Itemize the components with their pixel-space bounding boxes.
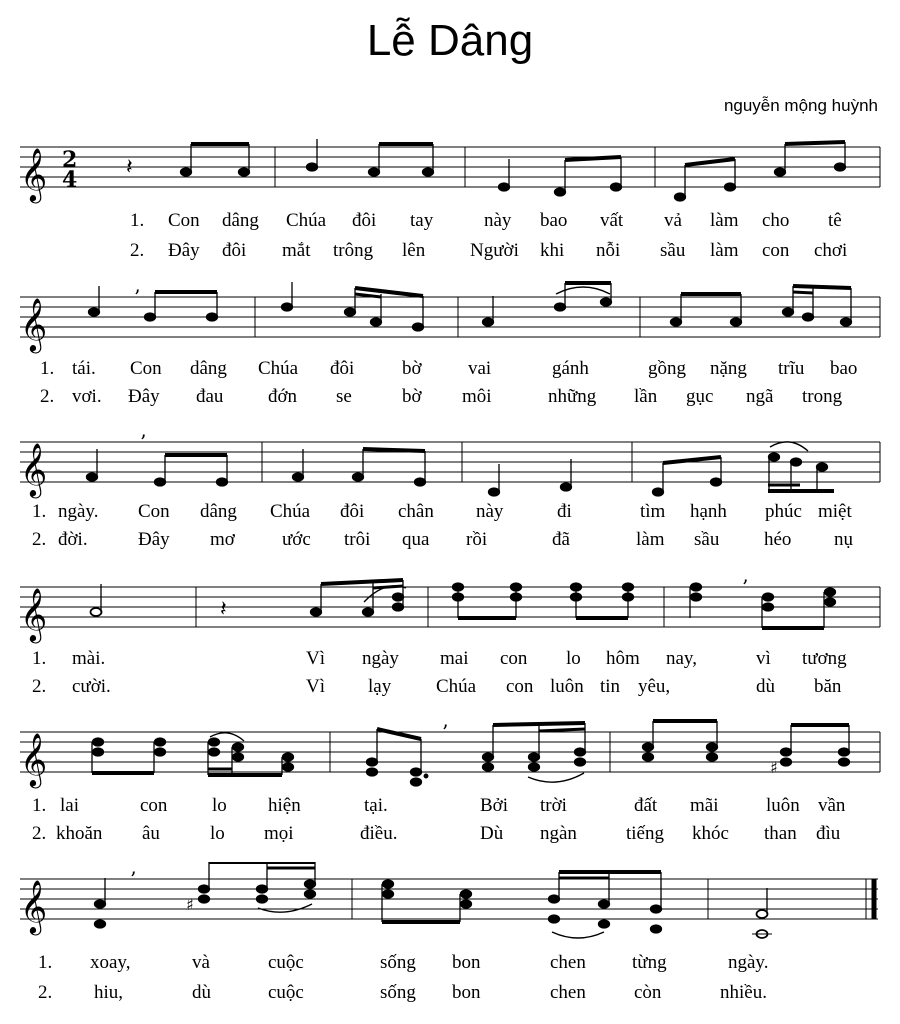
lyric-word: tái. (72, 358, 96, 379)
lyric-word: Chúa (270, 501, 311, 522)
lyric-word: mai (440, 648, 469, 669)
lyric-word: Con (130, 358, 162, 379)
lyric-word: phúc (765, 501, 802, 522)
breath-mark-icon: ’ (134, 285, 141, 309)
quarter-rest-icon: 𝄽 (126, 155, 133, 180)
lyric-word: tương (802, 648, 847, 669)
lyric-word: tại. (364, 795, 388, 816)
lyric-word: bon (452, 982, 481, 1003)
lyric-word: mọi (264, 823, 294, 844)
lyric-word: trôi (344, 529, 371, 550)
lyric-word: môi (462, 386, 492, 407)
lyric-word: hiện (268, 795, 301, 816)
quarter-rest-icon: 𝄽 (220, 597, 227, 622)
lyric-word: nặng (710, 358, 747, 379)
lyric-word: xoay, (90, 952, 131, 973)
lyric-word: Vì (306, 676, 325, 697)
lyric-word: miệt (818, 501, 852, 522)
lyric-word: khi (540, 240, 565, 261)
lyric-word: Vì (306, 648, 325, 669)
lyric-word: ngàn (540, 823, 577, 844)
lyric-word: băn (814, 676, 842, 697)
lyric-word: đôi (330, 358, 355, 379)
lyric-word: âu (142, 823, 160, 844)
lyric-word: Chúa (286, 210, 327, 231)
music-staff (0, 130, 900, 210)
lyric-word: nay, (666, 648, 697, 669)
slur-icon (552, 932, 604, 938)
lyric-word: và (192, 952, 210, 973)
lyric-word: tê (828, 210, 842, 231)
verse-number: 2. (32, 529, 47, 550)
lyric-word: dâng (190, 358, 227, 379)
lyric-word: lo (212, 795, 227, 816)
song-title: Lễ Dâng (366, 16, 534, 65)
lyric-word: lo (566, 648, 581, 669)
lyric-word: than (764, 823, 797, 844)
music-staff (0, 280, 900, 360)
lyric-word: trời (540, 795, 567, 816)
lyric-word: này (484, 210, 512, 231)
lyric-word: vần (818, 795, 846, 816)
lyric-word: hạnh (690, 501, 727, 522)
lyric-word: mắt (282, 240, 311, 261)
lyric-word: ngày. (58, 501, 99, 522)
lyric-word: gục (686, 386, 714, 407)
time-signature-top: 2 (62, 147, 78, 173)
breath-mark-icon: ’ (442, 720, 449, 744)
staff-system-3 (0, 425, 900, 565)
treble-clef-icon: 𝄞 (20, 297, 48, 351)
time-signature-bottom: 4 (62, 167, 78, 193)
lyric-word: sầu (660, 240, 686, 261)
lyric-word: chen (550, 952, 586, 973)
lyric-word: con (762, 240, 790, 261)
lyric-word: rồi (466, 529, 488, 550)
lyric-word: từng (632, 952, 667, 973)
lyric-word: lo (210, 823, 225, 844)
lyric-word: những (548, 386, 597, 407)
lyric-word: Con (138, 501, 170, 522)
lyric-word: đất (634, 795, 658, 816)
lyric-word: dâng (200, 501, 237, 522)
verse-number: 2. (32, 676, 47, 697)
lyric-word: vả (664, 210, 682, 231)
lyric-word: đời. (58, 529, 88, 550)
slur-icon (258, 904, 312, 912)
lyric-word: điều. (360, 823, 398, 844)
treble-clef-icon: 𝄞 (20, 147, 48, 201)
verse-number: 1. (38, 952, 53, 973)
lyric-word: hôm (606, 648, 640, 669)
lyric-word: trông (333, 240, 374, 261)
lyric-word: lên (402, 240, 426, 261)
lyric-word: cuộc (268, 982, 304, 1003)
lyric-row-verse-2 (0, 823, 900, 847)
music-staff (0, 570, 900, 650)
lyric-word: tiếng (626, 823, 664, 844)
lyric-word: tay (410, 210, 434, 231)
lyric-word: cho (762, 210, 790, 231)
verse-number: 2. (40, 386, 55, 407)
lyric-word: Dù (480, 823, 504, 844)
staff-system-5 (0, 715, 900, 855)
music-staff (0, 715, 900, 795)
slur-icon (770, 442, 808, 451)
lyric-word: vất (600, 210, 624, 231)
lyric-row-verse-1 (0, 210, 900, 234)
slur-icon (556, 287, 610, 294)
lyric-word: dù (192, 982, 211, 1003)
lyric-word: làm (710, 210, 739, 231)
lyric-word: ngã (746, 386, 774, 407)
lyric-word: đi (557, 501, 572, 522)
lyric-word: se (336, 386, 352, 407)
lyric-word: tin (600, 676, 621, 697)
lyric-word: chen (550, 982, 586, 1003)
lyric-word: hiu, (94, 982, 124, 1003)
lyric-word: Chúa (258, 358, 299, 379)
lyric-row-verse-2 (0, 240, 900, 264)
lyric-word: yêu, (638, 676, 671, 697)
lyric-row-verse-1 (0, 501, 900, 525)
lyric-word: đau (196, 386, 224, 407)
lyric-word: luôn (550, 676, 584, 697)
lyric-word: đôi (352, 210, 377, 231)
sharp-icon: ♯ (770, 758, 778, 777)
lyric-word: gồng (648, 358, 686, 379)
lyric-word: Con (168, 210, 200, 231)
lyric-word: nỗi (596, 240, 621, 261)
lyric-row-verse-2 (0, 386, 900, 410)
lyric-row-verse-2 (0, 529, 900, 553)
treble-clef-icon: 𝄞 (20, 442, 48, 496)
slur-icon (528, 773, 584, 782)
staff-system-6 (0, 862, 900, 1002)
lyric-word: chơi (814, 240, 848, 261)
lyric-word: Chúa (436, 676, 477, 697)
lyric-word: sống (380, 982, 416, 1003)
breath-mark-icon: ’ (742, 575, 749, 599)
lyric-word: bờ (402, 358, 422, 379)
lyric-word: bao (830, 358, 858, 379)
lyric-word: lai (60, 795, 79, 816)
lyric-word: trong (802, 386, 843, 407)
lyric-word: vì (756, 648, 771, 669)
lyric-word: này (476, 501, 504, 522)
lyric-word: cuộc (268, 952, 304, 973)
lyric-row-verse-2 (0, 982, 900, 1006)
lyric-row-verse-2 (0, 676, 900, 700)
lyric-word: làm (710, 240, 739, 261)
lyric-word: mơ (210, 529, 235, 550)
lyric-word: qua (402, 529, 430, 550)
lyric-word: Bởi (480, 795, 508, 816)
composer-name: nguyễn mộng huỳnh (723, 96, 878, 115)
verse-number: 1. (40, 358, 55, 379)
lyric-word: con (506, 676, 534, 697)
lyric-word: đôi (222, 240, 247, 261)
lyric-word: khóc (692, 823, 729, 844)
breath-mark-icon: ’ (130, 867, 137, 891)
lyric-word: ngày (362, 648, 399, 669)
lyric-word: cười. (72, 676, 111, 697)
lyric-word: tìm (640, 501, 666, 522)
lyric-row-verse-1 (0, 795, 900, 819)
lyric-word: làm (636, 529, 665, 550)
breath-mark-icon: ’ (140, 430, 147, 454)
lyric-word: mãi (690, 795, 719, 816)
lyric-word: bờ (402, 386, 422, 407)
lyric-word: đã (552, 529, 570, 550)
lyric-word: vai (468, 358, 492, 379)
lyric-word: con (500, 648, 528, 669)
lyric-row-verse-1 (0, 952, 900, 976)
lyric-word: nụ (834, 529, 853, 550)
lyric-word: sống (380, 952, 416, 973)
lyric-word: khoăn (56, 823, 103, 844)
lyric-word: Người (470, 240, 519, 261)
staff-system-2 (0, 280, 900, 420)
lyric-word: con (140, 795, 168, 816)
staff-system-1 (0, 130, 900, 270)
lyric-word: sầu (694, 529, 720, 550)
verse-number: 1. (130, 210, 145, 231)
lyric-word: dù (756, 676, 775, 697)
lyric-word: lạy (368, 676, 392, 697)
lyric-word: vơi. (72, 386, 102, 407)
lyric-word: ngày. (728, 952, 769, 973)
sharp-icon: ♯ (186, 895, 194, 914)
treble-clef-icon: 𝄞 (20, 587, 48, 641)
lyric-row-verse-1 (0, 648, 900, 672)
lyric-word: bon (452, 952, 481, 973)
lyric-word: đớn (268, 386, 298, 407)
verse-number: 2. (32, 823, 47, 844)
verse-number: 1. (32, 501, 47, 522)
staff-system-4 (0, 570, 900, 710)
lyric-word: nhiều. (720, 982, 767, 1003)
lyric-word: chân (398, 501, 434, 522)
lyric-word: Đây (128, 386, 160, 407)
lyric-word: trĩu (778, 358, 805, 379)
lyric-word: lần (634, 386, 658, 407)
lyric-word: bao (540, 210, 568, 231)
music-staff (0, 425, 900, 505)
lyric-word: luôn (766, 795, 800, 816)
lyric-row-verse-1 (0, 358, 900, 382)
lyric-word: ước (282, 529, 311, 550)
lyric-word: đìu (816, 823, 841, 844)
verse-number: 1. (32, 648, 47, 669)
lyric-word: dâng (222, 210, 259, 231)
lyric-word: Đây (168, 240, 200, 261)
treble-clef-icon: 𝄞 (20, 879, 48, 933)
lyric-word: Đây (138, 529, 170, 550)
treble-clef-icon: 𝄞 (20, 732, 48, 786)
music-staff (0, 862, 900, 942)
lyric-word: héo (764, 529, 792, 550)
lyric-word: gánh (552, 358, 589, 379)
verse-number: 2. (130, 240, 145, 261)
lyric-word: đôi (340, 501, 365, 522)
verse-number: 1. (32, 795, 47, 816)
lyric-word: mài. (72, 648, 106, 669)
lyric-word: còn (634, 982, 662, 1003)
verse-number: 2. (38, 982, 53, 1003)
